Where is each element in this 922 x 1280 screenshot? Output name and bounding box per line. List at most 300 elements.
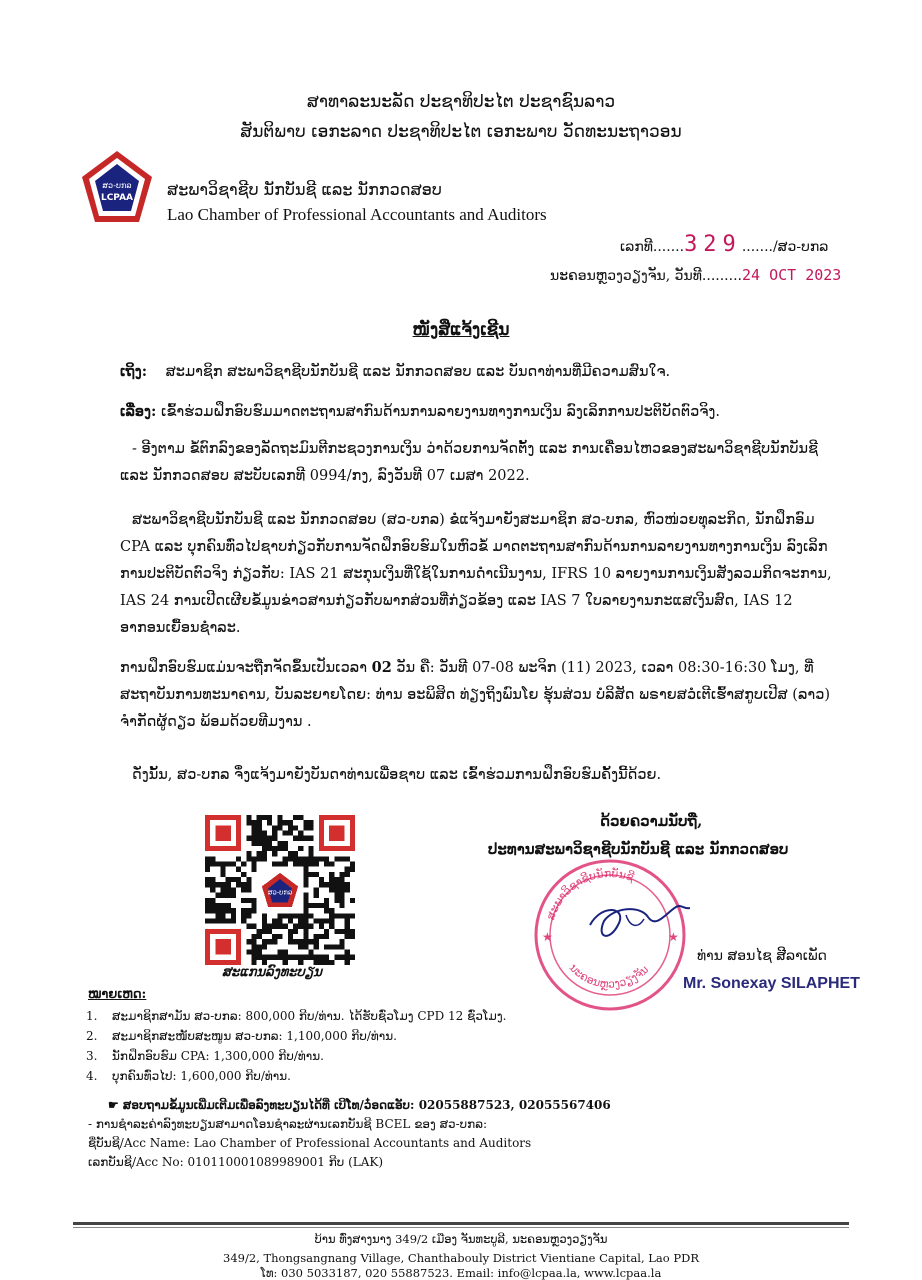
training-details: ວັນ ຄື: ວັນທີ 07-08 ພະຈິກ (11) 2023, ເວລາ 08:30-16:30 ໂມງ, ທີ່ສະຖາບັນການທະນາຄານ, ບັນລະຍາຍໂດຍ: ທ່ານ ອະພິສິດ ທ່ຽງຖິງພົນໂຍ ຮຸ້ນສ່ວນ ບໍລິສັດ ພຣາຍສວໍເຕີເຮົ້າສກູບເປີສ (ລາວ) ຈຳກັດຜູ້ດຽວ ພ້ອມດ້ວຍທີມງານ . <box>120 660 831 730</box>
qr-module <box>314 887 319 892</box>
reference-label: ເລກທີ <box>620 239 653 255</box>
footer-divider-thin <box>73 1227 849 1228</box>
qr-module <box>226 877 231 882</box>
qr-module <box>267 815 272 820</box>
qr-module <box>350 862 355 867</box>
qr-module <box>262 846 267 851</box>
qr-module <box>288 939 293 944</box>
qr-module <box>314 944 319 949</box>
qr-module <box>308 955 313 960</box>
qr-module <box>339 903 344 908</box>
qr-module <box>329 913 334 918</box>
qr-module <box>345 887 350 892</box>
qr-module <box>303 893 308 898</box>
qr-module <box>339 929 344 934</box>
qr-module <box>262 939 267 944</box>
footer-contact: ໂທ: 030 5033187, 020 55887523. Email: info@lcpaa.la, www.lcpaa.la <box>260 1266 662 1280</box>
qr-module <box>303 913 308 918</box>
qr-module <box>252 820 257 825</box>
qr-module <box>277 918 282 923</box>
qr-module <box>329 960 334 965</box>
qr-module <box>324 898 329 903</box>
qr-module <box>252 862 257 867</box>
qr-module <box>272 825 277 830</box>
qr-module <box>215 903 220 908</box>
qr-module <box>272 918 277 923</box>
qr-module <box>293 862 298 867</box>
qr-module <box>257 815 262 820</box>
qr-module <box>288 929 293 934</box>
qr-module <box>205 862 210 867</box>
qr-module <box>339 893 344 898</box>
footer-divider <box>73 1222 849 1225</box>
signer-position: ປະທານສະພາວິຊາຊີບນັກບັນຊີ ແລະ ນັກກວດສອບ <box>488 840 789 858</box>
qr-module <box>262 856 267 861</box>
qr-module <box>215 862 220 867</box>
to-line <box>120 358 832 386</box>
qr-module <box>262 918 267 923</box>
qr-module <box>329 944 334 949</box>
qr-module <box>345 856 350 861</box>
qr-module <box>257 949 262 954</box>
qr-module <box>339 898 344 903</box>
qr-module <box>277 949 282 954</box>
qr-module <box>231 877 236 882</box>
qr-module <box>221 872 226 877</box>
qr-module <box>324 918 329 923</box>
fee-notes-list <box>86 1006 606 1086</box>
qr-module <box>314 918 319 923</box>
training-days: 02 <box>371 659 392 676</box>
qr-module <box>339 856 344 861</box>
qr-module <box>283 846 288 851</box>
qr-module <box>334 893 339 898</box>
lcpaa-logo <box>78 148 156 226</box>
qr-module <box>314 934 319 939</box>
qr-module <box>267 841 272 846</box>
qr-module <box>221 903 226 908</box>
qr-module <box>277 820 282 825</box>
qr-module <box>303 872 308 877</box>
qr-module <box>308 825 313 830</box>
registration-qr-code[interactable] <box>205 815 355 965</box>
qr-module <box>246 913 251 918</box>
qr-module <box>231 913 236 918</box>
qr-module <box>215 893 220 898</box>
svg-text:ສະພາວິຊາຊີບນັກບັນຊີ <box>544 867 636 922</box>
qr-module <box>308 836 313 841</box>
footer-address-en: 349/2, Thongsangnang Village, Chanthabouly District Vientiane Capital, Lao PDR <box>223 1251 699 1265</box>
qr-module <box>205 918 210 923</box>
qr-module <box>288 851 293 856</box>
qr-module <box>257 841 262 846</box>
qr-module <box>303 825 308 830</box>
qr-module <box>303 882 308 887</box>
qr-module <box>308 846 313 851</box>
qr-module <box>319 856 324 861</box>
body-paragraph-4: ດັ່ງນັ້ນ, ສວ-ບກລ ຈຶ່ງແຈ້ງມາຍັງບັນດາທ່ານເພື່ອຊາບ ແລະ ເຂົ້າຮ່ວມການຝຶກອົບຮົມຄັ້ງນີ້ດ້ວຍ. <box>132 767 662 783</box>
qr-module <box>252 825 257 830</box>
qr-module <box>324 882 329 887</box>
qr-module <box>252 955 257 960</box>
qr-module <box>205 867 210 872</box>
qr-module <box>252 867 257 872</box>
qr-module <box>283 924 288 929</box>
qr-module <box>226 918 231 923</box>
qr-module <box>339 939 344 944</box>
qr-module <box>267 836 272 841</box>
qr-module <box>215 918 220 923</box>
qr-module <box>308 820 313 825</box>
reference-number: 329 <box>684 232 742 257</box>
place-date-label: ນະຄອນຫຼວງວຽງຈັນ, ວັນທີ <box>550 268 702 284</box>
qr-module <box>246 882 251 887</box>
qr-module <box>283 831 288 836</box>
qr-module <box>236 882 241 887</box>
qr-module <box>272 955 277 960</box>
qr-module <box>308 903 313 908</box>
qr-module <box>298 846 303 851</box>
qr-module <box>205 908 210 913</box>
qr-module <box>267 929 272 934</box>
qr-module <box>303 924 308 929</box>
qr-module <box>252 841 257 846</box>
qr-module <box>298 856 303 861</box>
qr-module <box>303 903 308 908</box>
qr-module <box>215 913 220 918</box>
qr-module <box>262 836 267 841</box>
contact-line <box>88 1096 648 1115</box>
qr-module <box>350 867 355 872</box>
qr-module <box>345 960 350 965</box>
org-name-en: Lao Chamber of Professional Accountants and Auditors <box>167 205 547 224</box>
qr-module <box>241 872 246 877</box>
contact-prefix: ☛ ສອບຖາມຂໍ້ມູນເພີ່ມເຕີມເພື່ອລົງທະບຽນໄດ້ທີ່ ເບີໂທ/ວ໋ອດແອັບ: <box>108 1098 415 1112</box>
qr-module <box>221 893 226 898</box>
qr-module <box>324 856 329 861</box>
qr-module <box>345 949 350 954</box>
qr-module <box>277 825 282 830</box>
national-header-line2: ສັນຕິພາບ ເອກະລາດ ປະຊາທິປະໄຕ ເອກະພາບ ວັດທະນະຖາວອນ <box>240 122 682 142</box>
qr-module <box>205 877 210 882</box>
qr-module <box>241 918 246 923</box>
qr-module <box>277 934 282 939</box>
subject-label: ເລື່ອງ: <box>120 403 157 420</box>
qr-module <box>319 882 324 887</box>
qr-module <box>205 882 210 887</box>
qr-module <box>241 882 246 887</box>
qr-module <box>231 893 236 898</box>
qr-module <box>272 939 277 944</box>
qr-module <box>288 918 293 923</box>
qr-module <box>298 955 303 960</box>
qr-module <box>298 815 303 820</box>
qr-logo-text: ສວ-ບກລ <box>267 888 293 897</box>
subject-line <box>120 398 832 426</box>
qr-module <box>257 955 262 960</box>
org-name-lao: ສະພາວິຊາຊີບ ນັກບັນຊີ ແລະ ນັກກວດສອບ <box>167 180 442 199</box>
qr-module <box>252 836 257 841</box>
qr-module <box>221 908 226 913</box>
qr-module <box>324 903 329 908</box>
document-title: ໜັງສືແຈ້ງເຊີນ <box>412 320 510 340</box>
qr-module <box>226 882 231 887</box>
qr-module <box>210 856 215 861</box>
qr-module <box>210 898 215 903</box>
qr-module <box>277 862 282 867</box>
qr-module <box>334 887 339 892</box>
list-item: 2. ສະມາຊິກສະໜັບສະໜູນ ສວ-ບກລ: 1,100,000 ກີບ/ທ່ານ. <box>86 1029 397 1043</box>
qr-module <box>303 944 308 949</box>
qr-module <box>277 841 282 846</box>
qr-module <box>319 934 324 939</box>
qr-module <box>303 856 308 861</box>
qr-module <box>303 939 308 944</box>
qr-module <box>272 846 277 851</box>
svg-text:★: ★ <box>542 930 553 944</box>
qr-module <box>277 924 282 929</box>
qr-module <box>314 862 319 867</box>
qr-module <box>334 955 339 960</box>
qr-module <box>257 944 262 949</box>
qr-module <box>334 898 339 903</box>
qr-module <box>334 882 339 887</box>
body-paragraph-1: - ອີງຕາມ ຂໍ້ຕົກລົງຂອງລັດຖະມົນຕີກະຊວງການເງິນ ວ່າດ້ວຍການຈັດຕັ້ງ ແລະ ການເຄື່ອນໄຫວຂອງສະພາວິຊາຊີບນັກບັນຊີ ແລະ ນັກກວດສອບ ສະບັບເລກທີ 0994/ກງ, ລົງວັນທີ 07 ເມສາ 2022. <box>120 441 818 484</box>
qr-module <box>339 913 344 918</box>
logo-text-lao: ສວ-ບກລ <box>102 181 132 190</box>
bank-line: - ການຊຳລະຄ່າລົງທະບຽນສາມາດໂອນຊຳລະຜ່ານເລກບັນຊີ BCEL ຂອງ ສວ-ບກລ: <box>88 1117 488 1131</box>
qr-module <box>210 903 215 908</box>
qr-module <box>329 887 334 892</box>
qr-module <box>252 939 257 944</box>
qr-module <box>257 929 262 934</box>
qr-module <box>241 908 246 913</box>
qr-module <box>345 934 350 939</box>
qr-module <box>345 882 350 887</box>
qr-module <box>262 955 267 960</box>
qr-module <box>252 831 257 836</box>
qr-module <box>277 955 282 960</box>
qr-module <box>314 872 319 877</box>
qr-module <box>231 908 236 913</box>
qr-module <box>293 929 298 934</box>
notes-title: ໝາຍເຫດ: <box>88 987 147 1002</box>
qr-module <box>308 872 313 877</box>
qr-module <box>210 862 215 867</box>
qr-module <box>350 913 355 918</box>
qr-module <box>293 939 298 944</box>
qr-module <box>319 918 324 923</box>
qr-module <box>252 924 257 929</box>
qr-module <box>303 929 308 934</box>
qr-module <box>319 903 324 908</box>
qr-module <box>246 949 251 954</box>
signer-name-en: Mr. Sonexay SILAPHET <box>683 975 860 992</box>
qr-module <box>334 944 339 949</box>
qr-module <box>205 903 210 908</box>
qr-module <box>257 934 262 939</box>
issue-date: 24 OCT 2023 <box>741 266 842 284</box>
qr-module <box>298 944 303 949</box>
qr-module <box>205 856 210 861</box>
qr-module <box>329 882 334 887</box>
qr-module <box>293 836 298 841</box>
qr-module <box>345 924 350 929</box>
qr-module <box>334 877 339 882</box>
qr-module <box>226 908 231 913</box>
qr-module <box>288 820 293 825</box>
logo-text-en: LCPAA <box>100 193 134 203</box>
qr-module <box>246 815 251 820</box>
qr-module <box>308 949 313 954</box>
to-label: ເຖິງ: <box>120 363 148 380</box>
qr-module <box>283 913 288 918</box>
qr-module <box>241 913 246 918</box>
qr-module <box>288 934 293 939</box>
svg-text:★: ★ <box>668 930 679 944</box>
signer-name-lao: ທ່ານ ສອນໄຊ ສີລາເພັດ <box>697 948 827 964</box>
qr-module <box>241 862 246 867</box>
qr-module <box>324 955 329 960</box>
qr-module <box>246 836 251 841</box>
qr-module <box>277 913 282 918</box>
qr-module <box>303 862 308 867</box>
qr-module <box>345 872 350 877</box>
qr-module <box>350 898 355 903</box>
qr-module <box>339 955 344 960</box>
stamp-text-bottom: ນະຄອນຫຼວງວຽງຈັນ <box>566 961 652 991</box>
body-paragraph-3 <box>120 654 832 736</box>
qr-module <box>329 862 334 867</box>
qr-module <box>215 908 220 913</box>
qr-module <box>262 924 267 929</box>
contact-numbers[interactable]: 02055887523, 02055567406 <box>418 1098 611 1112</box>
qr-module <box>257 831 262 836</box>
qr-module <box>283 949 288 954</box>
stamp-text-top: ສະພາວິຊາຊີບນັກບັນຊີ <box>544 866 636 922</box>
qr-module <box>277 815 282 820</box>
qr-module <box>329 908 334 913</box>
qr-module <box>210 887 215 892</box>
qr-module <box>267 820 272 825</box>
qr-module <box>246 851 251 856</box>
qr-module <box>308 856 313 861</box>
qr-module <box>221 882 226 887</box>
qr-module <box>262 944 267 949</box>
reference-number-line: ເລກທີ.......329......./ສວ-ບກລ <box>620 232 829 257</box>
qr-module <box>267 846 272 851</box>
qr-module <box>246 898 251 903</box>
closing-regards: ດ້ວຍຄວາມນັບຖື, <box>600 812 703 830</box>
list-item: 1. ສະມາຊິກສາມັນ ສວ-ບກລ: 800,000 ກີບ/ທ່ານ. ໄດ້ຮັບຊົ່ວໂມງ CPD 12 ຊົ່ວໂມງ. <box>86 1009 507 1023</box>
qr-module <box>205 898 210 903</box>
qr-module <box>231 918 236 923</box>
qr-module <box>272 862 277 867</box>
qr-module <box>236 856 241 861</box>
qr-module <box>345 913 350 918</box>
qr-module <box>210 908 215 913</box>
list-item: 3. ນັກຝຶກອົບຮົມ CPA: 1,300,000 ກີບ/ທ່ານ. <box>86 1049 324 1063</box>
qr-module <box>319 955 324 960</box>
qr-module <box>293 825 298 830</box>
qr-module <box>221 867 226 872</box>
qr-module <box>246 908 251 913</box>
qr-module <box>293 851 298 856</box>
qr-module <box>293 913 298 918</box>
list-item: 4. ບຸກຄົນທົ່ວໄປ: 1,600,000 ກີບ/ທ່ານ. <box>86 1069 291 1083</box>
qr-module <box>257 851 262 856</box>
national-header-line1: ສາທາລະນະລັດ ປະຊາທິປະໄຕ ປະຊາຊົນລາວ <box>306 92 616 112</box>
qr-module <box>345 929 350 934</box>
qr-module <box>345 918 350 923</box>
qr-module <box>339 872 344 877</box>
qr-module <box>262 831 267 836</box>
qr-module <box>288 825 293 830</box>
qr-module <box>298 918 303 923</box>
qr-module <box>283 862 288 867</box>
qr-module <box>231 887 236 892</box>
qr-module <box>288 856 293 861</box>
qr-module <box>308 939 313 944</box>
qr-module <box>267 939 272 944</box>
qr-module <box>246 820 251 825</box>
qr-module <box>267 924 272 929</box>
qr-module <box>210 877 215 882</box>
qr-module <box>324 934 329 939</box>
to-text: ສະມາຊິກ ສະພາວິຊາຊີບນັກບັນຊີ ແລະ ນັກກວດສອບ ແລະ ບັນດາທ່ານທີ່ມີຄວາມສົນໃຈ. <box>165 364 671 380</box>
qr-module <box>262 913 267 918</box>
qr-module <box>329 872 334 877</box>
qr-module <box>288 913 293 918</box>
qr-module <box>293 924 298 929</box>
qr-module <box>314 856 319 861</box>
qr-module <box>319 924 324 929</box>
qr-module <box>252 903 257 908</box>
qr-module <box>293 955 298 960</box>
qr-module <box>262 815 267 820</box>
qr-module <box>303 934 308 939</box>
qr-module <box>334 913 339 918</box>
qr-module <box>329 918 334 923</box>
qr-module <box>236 867 241 872</box>
qr-module <box>272 836 277 841</box>
qr-module <box>246 924 251 929</box>
account-name: ຊື່ບັນຊີ/Acc Name: Lao Chamber of Professional Accountants and Auditors <box>88 1136 532 1150</box>
contact-and-bank-info <box>88 1096 648 1172</box>
qr-caption: ສະແກນລົງທະບຽນ <box>222 965 322 980</box>
body-paragraph-2: ສະພາວິຊາຊີບນັກບັນຊີ ແລະ ນັກກວດສອບ (ສວ-ບກລ) ຂໍແຈ້ງມາຍັງສະມາຊິກ ສວ-ບກລ, ຫົວໜ່ວຍທຸລະກິດ, ນັກຝຶກອົມ CPA ແລະ ບຸກຄົນທົ່ວໄປຊາບກ່ຽວກັບການຈັດຝຶກອົບຮົມໃນຫົວຂໍ້ ມາດຕະຖານສາກົນດ້ານການລາຍງານທາງການເງິນ ລົງເລິກການປະຕິບັດຕົວຈິງ ກ່ຽວກັບ: IAS 21 ສະກຸນເງິນທີ່ໃຊ້ໃນການດຳເນີນງານ, IFRS 10 ລາຍງານການເງິນສັງລວມກິດຈະການ, IAS 24 ການເປີດເຜີຍຂໍ້ມູນຂ່າວສານກ່ຽວກັບພາກສ່ວນທີ່ກ່ຽວຂ້ອງ ແລະ IAS 7 ໃບລາຍງານກະແສເງິນສົດ, IAS 12 ອາກອນເຍື້ອນຊຳລະ. <box>120 512 832 636</box>
qr-module <box>283 820 288 825</box>
qr-module <box>329 877 334 882</box>
qr-module <box>350 929 355 934</box>
qr-module <box>215 882 220 887</box>
qr-module <box>350 934 355 939</box>
training-intro: ການຝຶກອົບຮົມແມ່ນຈະຖືກຈັດຂຶ້ນເປັນເວລາ <box>120 660 372 676</box>
qr-module <box>334 856 339 861</box>
qr-module <box>324 944 329 949</box>
qr-module <box>252 908 257 913</box>
qr-module <box>319 877 324 882</box>
qr-module <box>226 903 231 908</box>
footer-address-lao: ບ້ານ ທົ່ງສາງນາງ 349/2 ເມືອງ ຈັນທະບູລີ, ນະຄອນຫຼວງວຽງຈັນ <box>314 1232 608 1246</box>
qr-module <box>350 955 355 960</box>
qr-module <box>221 918 226 923</box>
qr-module <box>298 939 303 944</box>
qr-module <box>314 903 319 908</box>
qr-module <box>314 955 319 960</box>
qr-module <box>324 960 329 965</box>
qr-module <box>303 908 308 913</box>
